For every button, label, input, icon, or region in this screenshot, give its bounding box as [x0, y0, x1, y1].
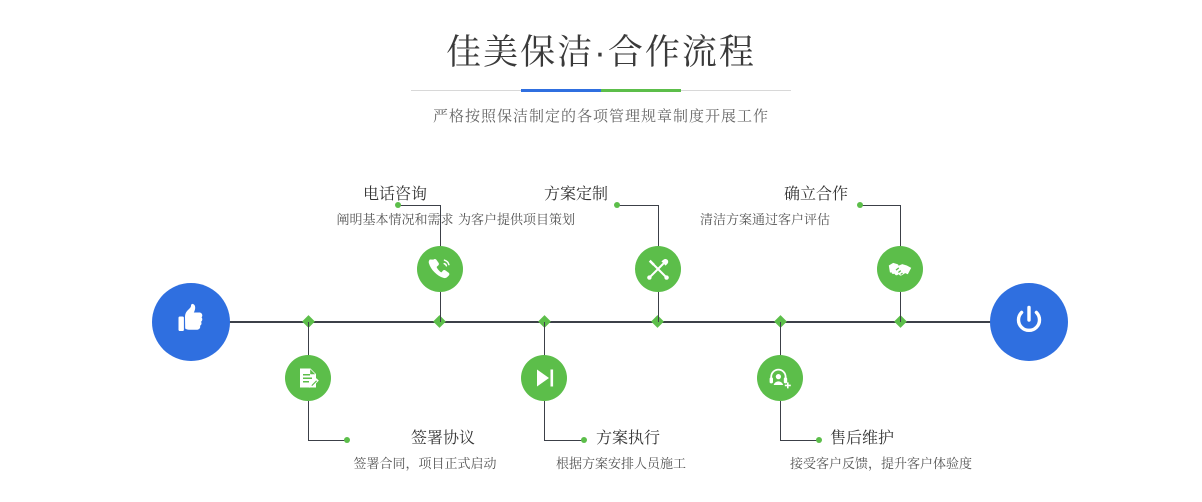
title-divider [411, 90, 791, 91]
step-label-5 [700, 184, 1020, 230]
thumbs-up-icon [171, 300, 211, 345]
step-node-customer-service[interactable] [757, 355, 803, 401]
connector-line [440, 292, 441, 322]
step-title: 售后维护 [830, 430, 895, 447]
handshake-icon [887, 256, 913, 282]
step-label-2 [320, 428, 530, 474]
connector-line [308, 322, 309, 356]
connector-line [780, 322, 781, 356]
step-title: 确立合作 [784, 186, 849, 203]
play-execute-icon [531, 365, 557, 391]
connector-line [658, 292, 659, 322]
phone-call-icon [427, 256, 453, 282]
timeline-start-node [152, 283, 230, 361]
timeline-end-node [990, 283, 1068, 361]
step-node-handshake[interactable] [877, 246, 923, 292]
step-desc: 清洁方案通过客户评估 [700, 212, 831, 227]
step-node-document-edit[interactable] [285, 355, 331, 401]
step-desc: 阐明基本情况和需求 [336, 212, 454, 227]
power-icon [1009, 300, 1049, 345]
step-desc: 签署合同，项目正式启动 [353, 456, 497, 471]
step-desc: 为客户提供项目策划 [458, 212, 576, 227]
plan-tools-icon [645, 256, 671, 282]
step-node-phone-call[interactable] [417, 246, 463, 292]
step-desc: 根据方案安排人员施工 [556, 456, 687, 471]
page-subtitle: 严格按照保洁制定的各项管理规章制度开展工作 [432, 108, 769, 125]
connector-line [544, 322, 545, 356]
step-title: 方案执行 [596, 430, 661, 447]
divider-segment-blue [521, 89, 601, 92]
connector-line [900, 292, 901, 322]
step-desc: 接受客户反馈，提升客户体验度 [790, 456, 973, 471]
step-title: 签署协议 [410, 430, 475, 447]
document-edit-icon [295, 365, 321, 391]
page-title: 佳美保洁·合作流程 [446, 33, 756, 72]
step-label-4 [556, 428, 782, 474]
step-node-play-execute[interactable] [521, 355, 567, 401]
connector-line [780, 401, 781, 440]
customer-service-icon [767, 365, 793, 391]
step-title: 电话咨询 [362, 186, 427, 203]
step-label-6 [790, 428, 1080, 474]
header [0, 30, 1202, 126]
connector-line [544, 401, 545, 440]
step-title: 方案定制 [544, 186, 609, 203]
step-node-plan-tools[interactable] [635, 246, 681, 292]
connector-line [308, 401, 309, 440]
divider-segment-green [601, 89, 681, 92]
